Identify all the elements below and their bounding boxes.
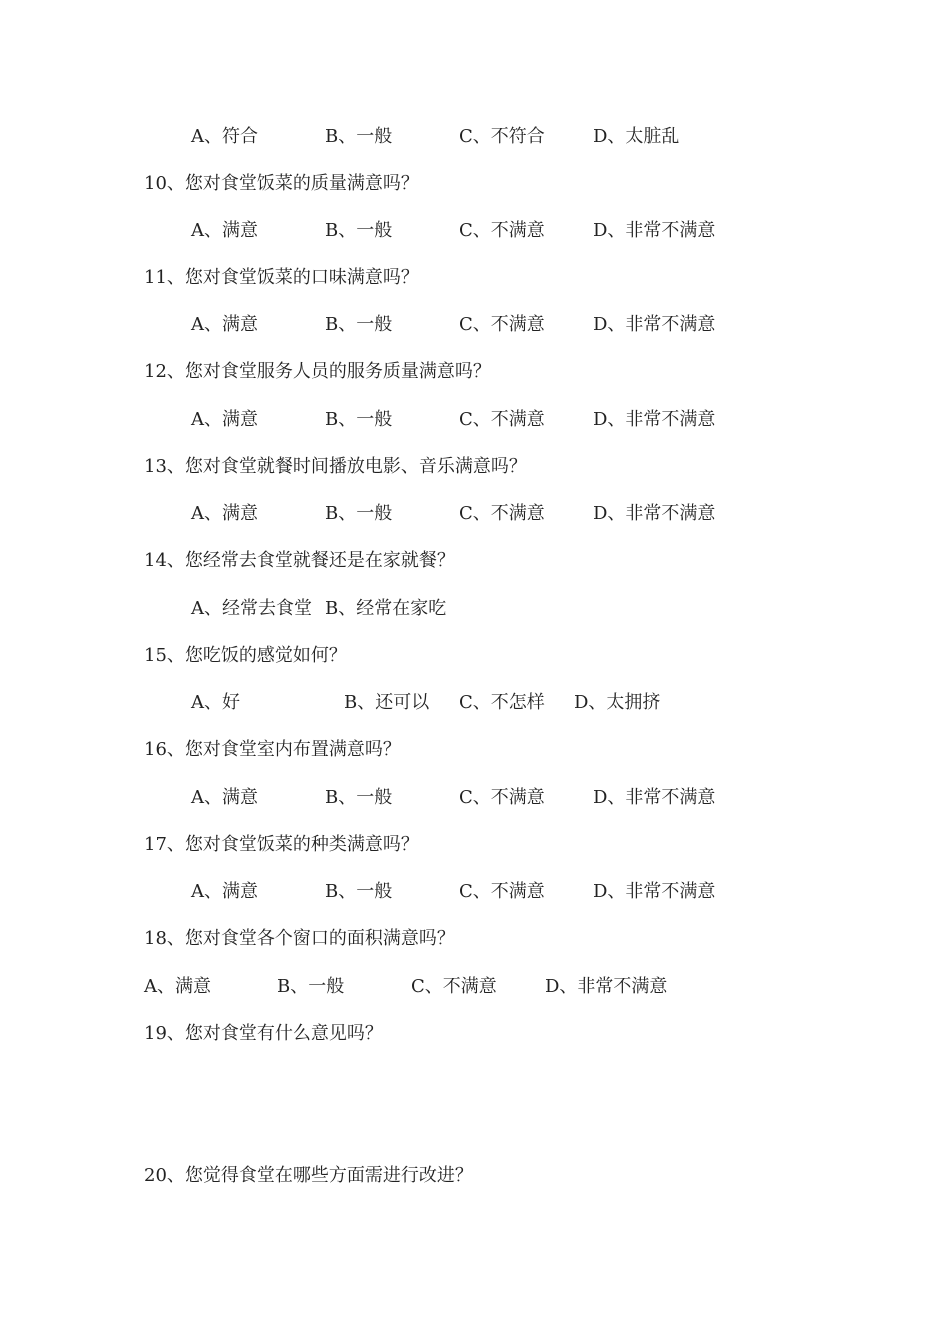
option-c: C、不怎样 [459,692,545,713]
question-14: 14、您经常去食堂就餐还是在家就餐？ [144,550,455,571]
option-d: D、非常不满意 [593,220,716,241]
option-c: C、不满意 [459,787,545,808]
option-b: B、经常在家吃 [325,598,447,619]
question-13: 13、您对食堂就餐时间播放电影、音乐满意吗？ [144,456,527,477]
question-15: 15、您吃饭的感觉如何？ [144,645,347,666]
option-a: A、满意 [191,881,258,902]
option-c: C、不满意 [459,409,545,430]
question-19: 19、您对食堂有什么意见吗？ [144,1023,383,1044]
option-a: A、满意 [191,787,258,808]
option-d: D、非常不满意 [593,787,716,808]
option-d: D、非常不满意 [593,881,716,902]
option-d: D、非常不满意 [593,503,716,524]
option-c: C、不满意 [459,503,545,524]
option-a: A、好 [191,692,240,713]
question-16: 16、您对食堂室内布置满意吗？ [144,739,401,760]
option-c: C、不满意 [459,881,545,902]
question-12: 12、您对食堂服务人员的服务质量满意吗？ [144,361,491,382]
question-17: 17、您对食堂饭菜的种类满意吗？ [144,834,419,855]
option-a: A、满意 [191,220,258,241]
option-b: B、一般 [325,881,393,902]
option-b: B、一般 [325,503,393,524]
option-c: C、不满意 [411,976,497,997]
option-d: D、太脏乱 [593,126,680,147]
option-a: A、符合 [191,126,258,147]
option-c: C、不满意 [459,314,545,335]
option-a: A、满意 [191,314,258,335]
question-10: 10、您对食堂饭菜的质量满意吗？ [144,173,419,194]
question-11: 11、您对食堂饭菜的口味满意吗？ [144,267,419,288]
option-d: D、太拥挤 [574,692,661,713]
option-d: D、非常不满意 [593,314,716,335]
option-b: B、一般 [325,126,393,147]
option-b: B、一般 [325,409,393,430]
option-d: D、非常不满意 [545,976,668,997]
option-c: C、不满意 [459,220,545,241]
option-b: B、一般 [325,787,393,808]
question-18: 18、您对食堂各个窗口的面积满意吗？ [144,928,455,949]
question-20: 20、您觉得食堂在哪些方面需进行改进？ [144,1165,473,1186]
option-b: B、一般 [277,976,345,997]
option-a: A、满意 [191,503,258,524]
option-b: B、还可以 [344,692,430,713]
option-c: C、不符合 [459,126,545,147]
option-a: A、满意 [144,976,211,997]
option-d: D、非常不满意 [593,409,716,430]
option-a: A、满意 [191,409,258,430]
option-b: B、一般 [325,314,393,335]
option-a: A、经常去食堂 [191,598,312,619]
option-b: B、一般 [325,220,393,241]
